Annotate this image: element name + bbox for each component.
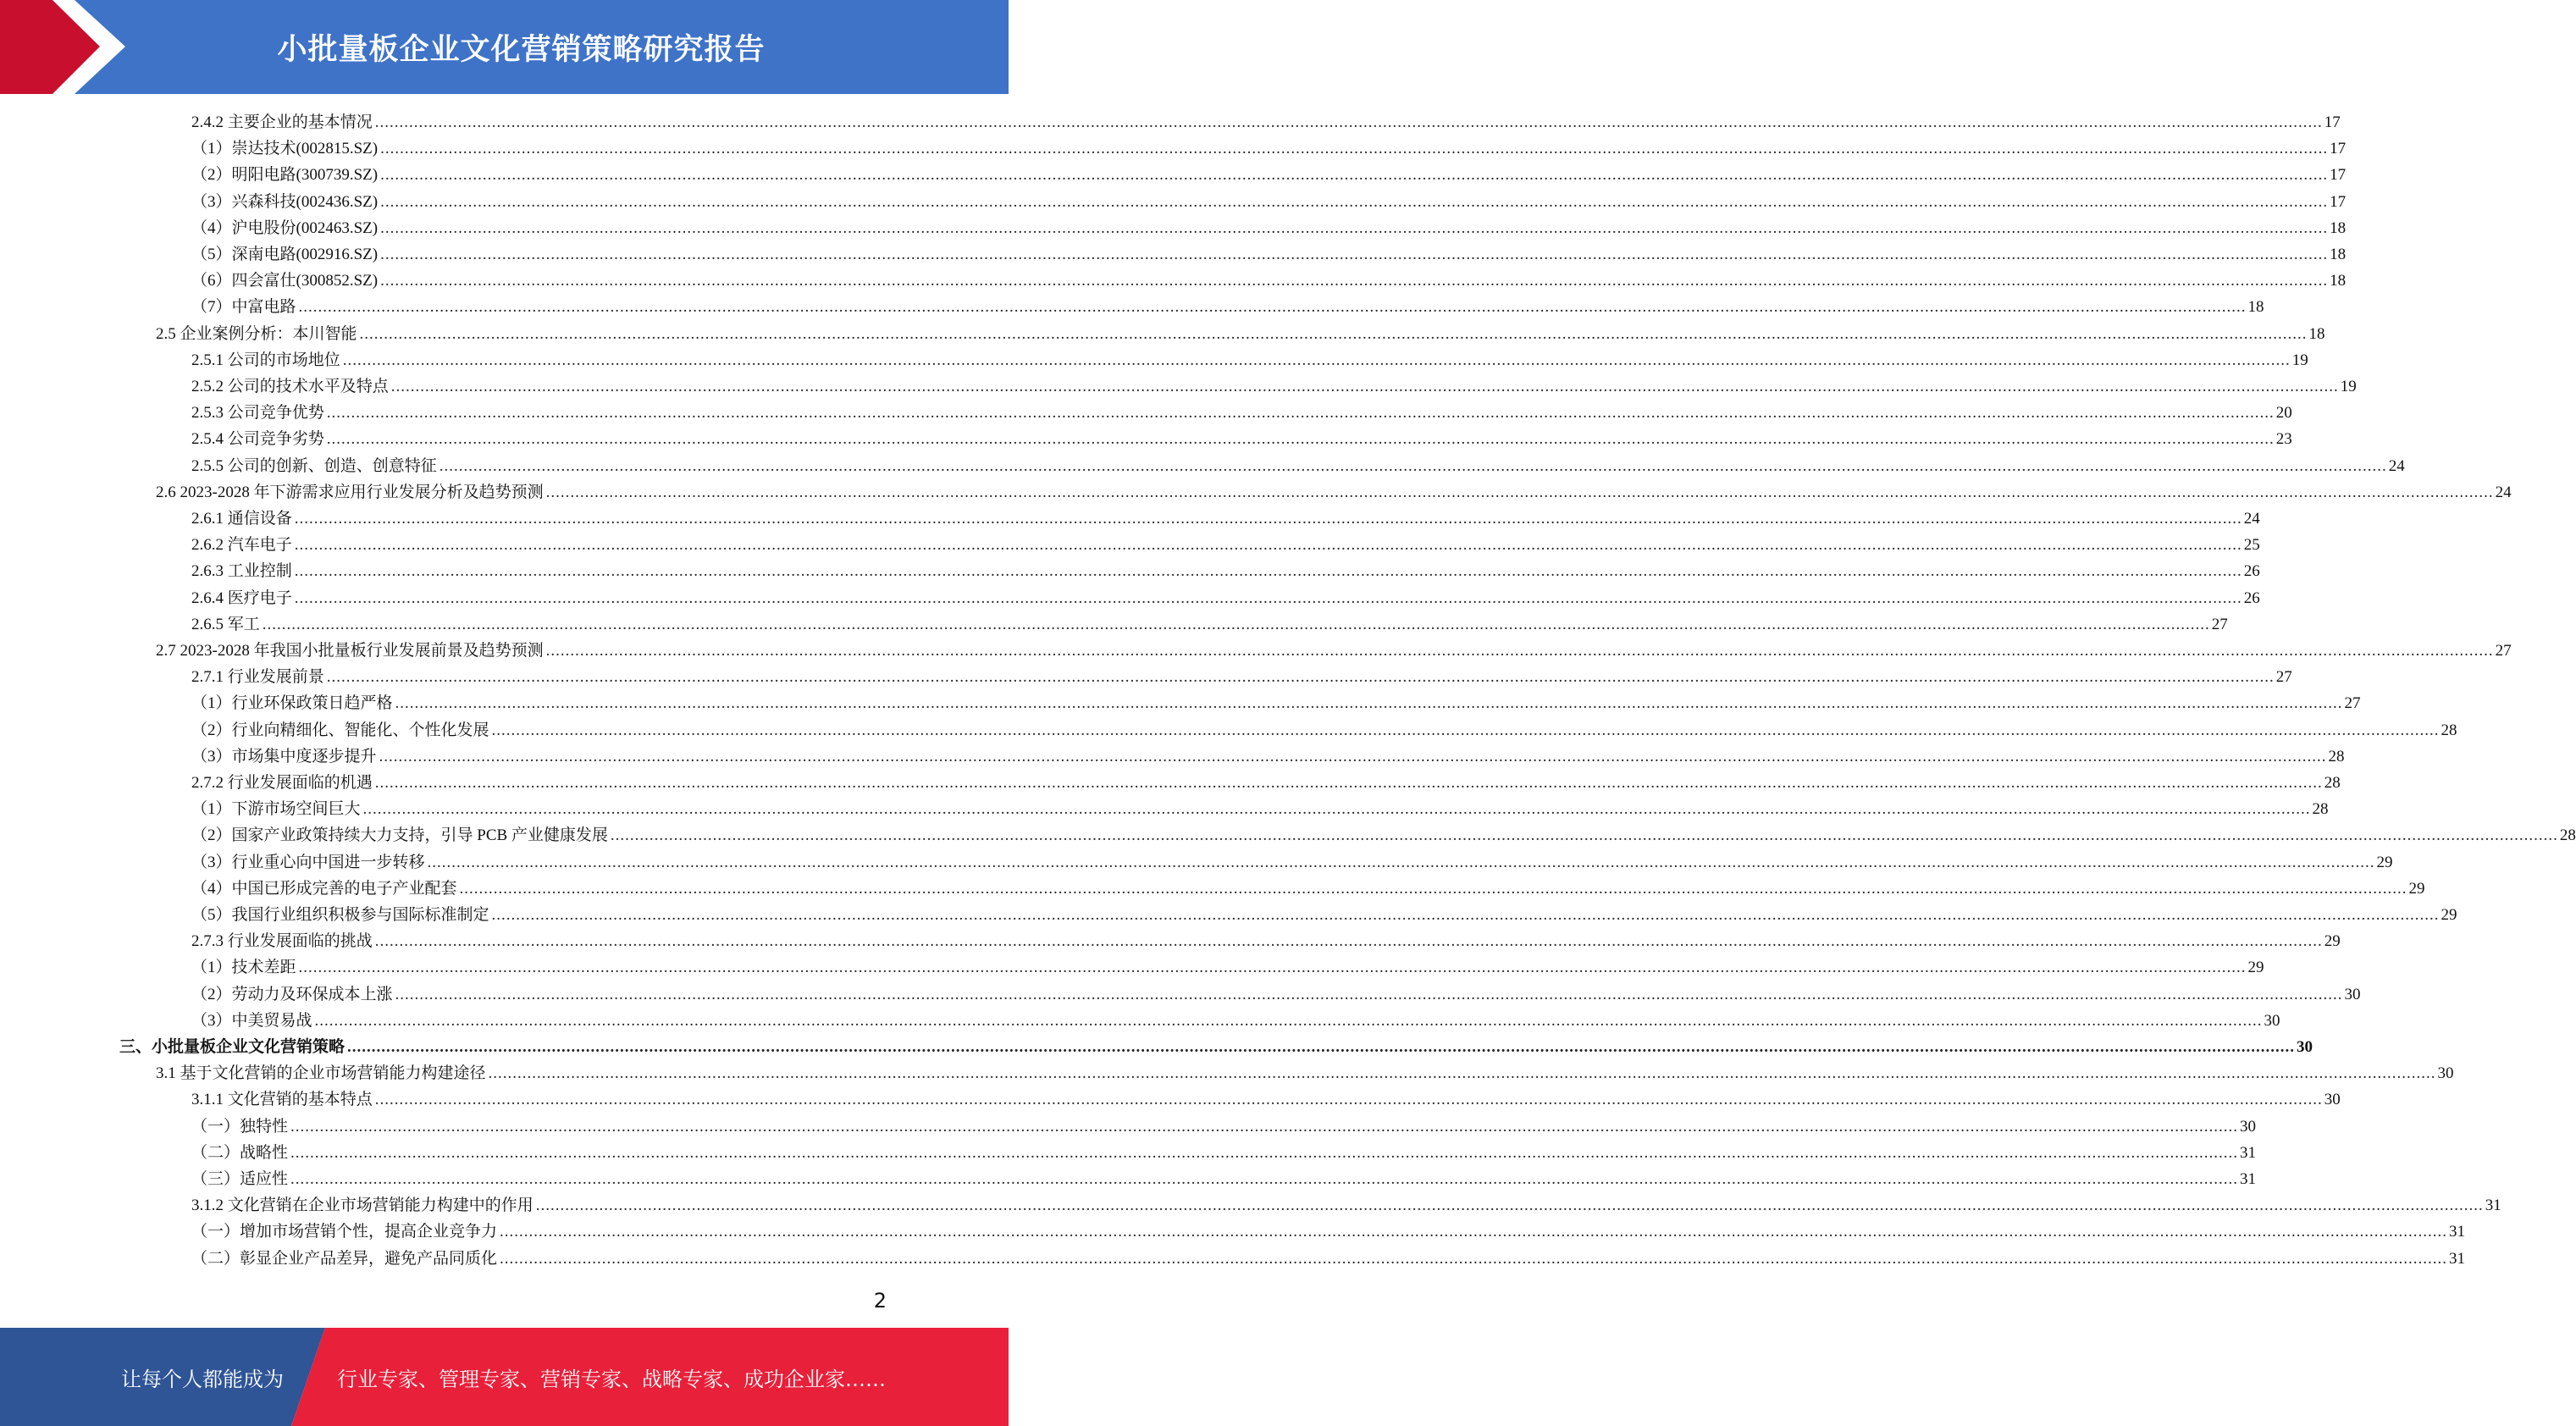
toc-entry-page: 28 [2312, 800, 2329, 819]
toc-entry-label: （1）技术差距 [191, 959, 296, 977]
toc-entry-label: 2.5.2 公司的技术水平及特点 [191, 378, 389, 395]
toc-entry[interactable] [0, 372, 2357, 398]
toc-leader-dots: ................................................................................................................................................................................................................................................................................................................................................................................................................ [262, 615, 2210, 633]
toc-entry-page: 30 [2297, 1038, 2313, 1056]
toc-leader-dots: ................................................................................................................................................................................................................................................................................................................................................................................................................ [380, 140, 2329, 158]
toc-entry-page: 31 [2240, 1170, 2257, 1188]
toc-entry-page: 17 [2330, 140, 2347, 158]
toc-entry[interactable] [0, 160, 2347, 186]
toc-entry-page: 18 [2330, 218, 2347, 237]
toc-entry-page: 17 [2330, 166, 2347, 185]
toc-leader-dots: ................................................................................................................................................................................................................................................................................................................................................................................................................ [379, 747, 2327, 766]
toc-entry-page: 18 [2330, 246, 2347, 263]
toc-entry-label: 2.7.2 行业发展面临的机遇 [191, 774, 373, 792]
toc-entry[interactable] [0, 530, 2260, 556]
toc-entry[interactable] [0, 292, 2264, 318]
toc-entry-label: 3.1.1 文化营销的基本特点 [191, 1091, 373, 1109]
toc-leader-dots: ................................................................................................................................................................................................................................................................................................................................................................................................................ [395, 694, 2343, 713]
toc-leader-dots: ................................................................................................................................................................................................................................................................................................................................................................................................................ [439, 456, 2387, 475]
toc-entry-page: 30 [2344, 985, 2361, 1003]
toc-entry-page: 24 [2243, 510, 2260, 528]
toc-entry[interactable] [0, 319, 2325, 345]
toc-entry-label: 3.1 基于文化营销的企业市场营销能力构建途径 [156, 1064, 486, 1083]
footer-slogan-right: 行业专家、管理专家、营销专家、战略专家、成功企业家…… [337, 1367, 886, 1391]
toc-entry-label: （3）市场集中度逐步提升 [191, 747, 377, 766]
toc-leader-dots: ................................................................................................................................................................................................................................................................................................................................................................................................................ [342, 351, 2291, 369]
toc-entry-label: （三）适应性 [191, 1170, 289, 1188]
toc-entry[interactable] [0, 688, 2361, 715]
toc-entry-label: 2.5 企业案例分析：本川智能 [156, 324, 357, 343]
toc-entry-page: 24 [2495, 483, 2512, 501]
toc-leader-dots: ................................................................................................................................................................................................................................................................................................................................................................................................................ [380, 272, 2329, 290]
toc-entry-page: 23 [2275, 430, 2292, 449]
toc-entry[interactable] [0, 1032, 2313, 1058]
toc-entry-page: 18 [2308, 324, 2325, 343]
toc-entry-label: （2）明阳电路(300739.SZ) [191, 166, 379, 185]
toc-entry-page: 29 [2324, 932, 2341, 951]
toc-entry[interactable] [0, 794, 2329, 821]
toc-leader-dots: ................................................................................................................................................................................................................................................................................................................................................................................................................ [427, 853, 2375, 871]
toc-entry-page: 20 [2275, 404, 2292, 423]
toc-entry-label: 2.6 2023-2028 年下游需求应用行业发展分析及趋势预测 [156, 483, 544, 501]
toc-entry[interactable] [0, 187, 2347, 213]
toc-entry-label: （一）增加市场营销个性，提高企业竞争力 [191, 1223, 498, 1241]
toc-entry-label: 2.5.3 公司竞争优势 [191, 404, 324, 423]
toc-entry[interactable] [0, 1085, 2341, 1111]
toc-entry-label: 2.6.3 工业控制 [191, 562, 292, 581]
toc-entry-page: 30 [2240, 1117, 2257, 1136]
toc-entry-label: （5）我国行业组织积极参与国际标准制定 [191, 906, 489, 924]
toc-leader-dots: ................................................................................................................................................................................................................................................................................................................................................................................................................ [395, 985, 2343, 1003]
toc-leader-dots: ................................................................................................................................................................................................................................................................................................................................................................................................................ [380, 192, 2329, 211]
toc-entry[interactable] [0, 662, 2292, 688]
toc-entry[interactable] [0, 768, 2341, 794]
toc-entry-label: （1）行业环保政策日趋严格 [191, 694, 393, 713]
toc-entry[interactable] [0, 821, 2576, 847]
toc-entry-label: （4）中国已形成完善的电子产业配套 [191, 879, 457, 898]
toc-entry-page: 30 [2324, 1091, 2341, 1109]
toc-leader-dots: ................................................................................................................................................................................................................................................................................................................................................................................................................ [290, 1143, 2239, 1162]
toc-leader-dots: ................................................................................................................................................................................................................................................................................................................................................................................................................ [390, 378, 2339, 395]
page-footer [0, 1328, 1009, 1426]
toc-entry[interactable] [0, 556, 2260, 583]
toc-entry[interactable] [0, 610, 2228, 636]
toc-entry-label: （2）劳动力及环保成本上涨 [191, 985, 393, 1003]
toc-entry[interactable] [0, 1217, 2466, 1243]
toc-entry-label: 2.5.4 公司竞争劣势 [191, 430, 324, 449]
toc-entry[interactable] [0, 583, 2260, 610]
toc-entry-label: （1）崇达技术(002815.SZ) [191, 140, 379, 158]
toc-entry-label: （2）国家产业政策持续大力支持，引导 PCB 产业健康发展 [191, 826, 608, 845]
toc-leader-dots: ................................................................................................................................................................................................................................................................................................................................................................................................................ [294, 562, 2242, 581]
page-header [0, 0, 1009, 94]
toc-entry[interactable] [0, 848, 2393, 874]
toc-entry-label: （3）兴森科技(002436.SZ) [191, 192, 379, 211]
toc-entry[interactable] [0, 1164, 2257, 1191]
toc-leader-dots: ................................................................................................................................................................................................................................................................................................................................................................................................................ [488, 1064, 2436, 1083]
toc-entry-page: 31 [2485, 1197, 2501, 1215]
toc-entry-label: 3.1.2 文化营销在企业市场营销能力构建中的作用 [191, 1197, 533, 1215]
toc-entry-page: 27 [2275, 668, 2292, 687]
toc-entry-page: 17 [2324, 113, 2341, 131]
toc-entry-page: 29 [2247, 959, 2264, 977]
toc-leader-dots: ................................................................................................................................................................................................................................................................................................................................................................................................................ [491, 721, 2440, 739]
toc-entry-label: （2）行业向精细化、智能化、个性化发展 [191, 721, 489, 739]
toc-entry-label: （二）战略性 [191, 1143, 289, 1162]
toc-leader-dots: ................................................................................................................................................................................................................................................................................................................................................................................................................ [314, 1011, 2263, 1030]
toc-entry[interactable] [0, 716, 2457, 742]
toc-leader-dots: ................................................................................................................................................................................................................................................................................................................................................................................................................ [362, 800, 2311, 819]
toc-leader-dots: ................................................................................................................................................................................................................................................................................................................................................................................................................ [326, 404, 2275, 423]
toc-entry-label: 2.7 2023-2028 年我国小批量板行业发展前景及趋势预测 [156, 642, 544, 660]
toc-entry[interactable] [0, 742, 2345, 768]
toc-entry[interactable] [0, 1058, 2454, 1085]
toc-entry[interactable] [0, 1006, 2280, 1032]
toc-leader-dots: ................................................................................................................................................................................................................................................................................................................................................................................................................ [610, 826, 2558, 845]
toc-entry-page: 28 [2559, 826, 2576, 845]
toc-leader-dots: ................................................................................................................................................................................................................................................................................................................................................................................................................ [298, 959, 2247, 977]
toc-entry-page: 25 [2243, 536, 2260, 555]
toc-leader-dots: ................................................................................................................................................................................................................................................................................................................................................................................................................ [374, 774, 2323, 792]
toc-leader-dots: ................................................................................................................................................................................................................................................................................................................................................................................................................ [545, 483, 2494, 501]
toc-entry[interactable] [0, 478, 2512, 504]
toc-entry-page: 31 [2449, 1223, 2466, 1241]
toc-entry[interactable] [0, 1112, 2257, 1138]
toc-entry-page: 17 [2330, 192, 2347, 211]
toc-entry[interactable] [0, 424, 2292, 450]
toc-leader-dots: ................................................................................................................................................................................................................................................................................................................................................................................................................ [374, 113, 2323, 131]
toc-entry-page: 19 [2340, 378, 2357, 395]
toc-leader-dots: ................................................................................................................................................................................................................................................................................................................................................................................................................ [298, 298, 2247, 317]
page-number: 2 [873, 1289, 887, 1313]
toc-leader-dots: ................................................................................................................................................................................................................................................................................................................................................................................................................ [380, 166, 2329, 185]
toc-entry[interactable] [0, 1138, 2257, 1164]
footer-slogan-left: 让每个人都能成为 [121, 1367, 284, 1391]
toc-entry[interactable] [0, 504, 2260, 530]
toc-leader-dots: ................................................................................................................................................................................................................................................................................................................................................................................................................ [491, 906, 2440, 924]
toc-entry-page: 26 [2243, 589, 2260, 607]
toc-entry-page: 27 [2344, 694, 2361, 713]
toc-leader-dots: ................................................................................................................................................................................................................................................................................................................................................................................................................ [347, 1038, 2296, 1056]
toc-entry-label: 三、小批量板企业文化营销策略 [119, 1038, 345, 1056]
toc-entry-page: 26 [2243, 562, 2260, 581]
toc-leader-dots: ................................................................................................................................................................................................................................................................................................................................................................................................................ [326, 668, 2275, 687]
toc-leader-dots: ................................................................................................................................................................................................................................................................................................................................................................................................................ [459, 879, 2407, 898]
toc-entry-label: （5）深南电路(002916.SZ) [191, 246, 379, 263]
toc-entry[interactable] [0, 953, 2264, 979]
document-title: 小批量板企业文化营销策略研究报告 [277, 32, 766, 67]
toc-leader-dots: ................................................................................................................................................................................................................................................................................................................................................................................................................ [374, 1091, 2323, 1109]
toc-entry-label: （3）行业重心向中国进一步转移 [191, 853, 425, 871]
toc-entry[interactable] [0, 345, 2308, 372]
toc-leader-dots: ................................................................................................................................................................................................................................................................................................................................................................................................................ [500, 1223, 2448, 1241]
toc-entry[interactable] [0, 1244, 2466, 1270]
toc-entry[interactable] [0, 926, 2341, 953]
toc-leader-dots: ................................................................................................................................................................................................................................................................................................................................................................................................................ [294, 536, 2242, 555]
toc-entry[interactable] [0, 1191, 2501, 1217]
toc-entry-label: （1）下游市场空间巨大 [191, 800, 361, 819]
toc-entry[interactable] [0, 980, 2361, 1006]
toc-entry[interactable] [0, 108, 2341, 134]
toc-entry-label: （3）中美贸易战 [191, 1011, 312, 1030]
toc-entry-label: （7）中富电路 [191, 298, 296, 317]
toc-leader-dots: ................................................................................................................................................................................................................................................................................................................................................................................................................ [294, 589, 2242, 607]
toc-entry[interactable] [0, 240, 2347, 266]
toc-entry-page: 27 [2211, 615, 2228, 633]
toc-entry[interactable] [0, 213, 2347, 240]
toc-entry[interactable] [0, 900, 2457, 926]
toc-entry-page: 31 [2449, 1249, 2466, 1268]
toc-entry-label: 2.6.5 军工 [191, 615, 260, 633]
toc-entry[interactable] [0, 398, 2292, 424]
toc-entry-label: 2.6.4 医疗电子 [191, 589, 292, 607]
toc-entry-label: 2.7.1 行业发展前景 [191, 668, 324, 687]
toc-leader-dots: ................................................................................................................................................................................................................................................................................................................................................................................................................ [380, 218, 2329, 237]
toc-entry-page: 28 [2328, 747, 2345, 766]
toc-leader-dots: ................................................................................................................................................................................................................................................................................................................................................................................................................ [500, 1249, 2448, 1268]
toc-entry-label: 2.6.2 汽车电子 [191, 536, 292, 555]
toc-entry[interactable] [0, 636, 2512, 662]
toc-entry-page: 29 [2408, 879, 2425, 898]
toc-entry-page: 28 [2441, 721, 2457, 739]
toc-entry-page: 18 [2247, 298, 2264, 317]
toc-entry-page: 29 [2376, 853, 2393, 871]
toc-entry-label: （4）沪电股份(002463.SZ) [191, 218, 379, 237]
toc-entry-label: （6）四会富仕(300852.SZ) [191, 272, 379, 290]
toc-leader-dots: ................................................................................................................................................................................................................................................................................................................................................................................................................ [294, 510, 2242, 528]
toc-entry-label: 2.5.5 公司的创新、创造、创意特征 [191, 456, 437, 475]
toc-entry[interactable] [0, 451, 2405, 478]
toc-entry-page: 19 [2291, 351, 2308, 369]
toc-leader-dots: ................................................................................................................................................................................................................................................................................................................................................................................................................ [359, 324, 2308, 343]
toc-entry-label: （二）彰显企业产品差异，避免产品同质化 [191, 1249, 498, 1268]
toc-entry[interactable] [0, 874, 2425, 900]
toc-entry-page: 29 [2441, 906, 2457, 924]
toc-entry-label: 2.4.2 主要企业的基本情况 [191, 113, 373, 131]
toc-leader-dots: ................................................................................................................................................................................................................................................................................................................................................................................................................ [535, 1197, 2484, 1215]
toc-entry-label: （一）独特性 [191, 1117, 289, 1136]
toc-leader-dots: ................................................................................................................................................................................................................................................................................................................................................................................................................ [380, 246, 2329, 263]
toc-entry-page: 31 [2240, 1143, 2257, 1162]
toc-entry-label: 2.6.1 通信设备 [191, 510, 292, 528]
toc-entry-label: 2.5.1 公司的市场地位 [191, 351, 340, 369]
toc-entry-page: 30 [2264, 1011, 2280, 1030]
toc-leader-dots: ................................................................................................................................................................................................................................................................................................................................................................................................................ [290, 1170, 2239, 1188]
toc-leader-dots: ................................................................................................................................................................................................................................................................................................................................................................................................................ [545, 642, 2494, 660]
toc-leader-dots: ................................................................................................................................................................................................................................................................................................................................................................................................................ [290, 1117, 2239, 1136]
toc-entry-page: 24 [2388, 456, 2405, 475]
toc-entry-label: 2.7.3 行业发展面临的挑战 [191, 932, 373, 951]
toc-entry[interactable] [0, 266, 2347, 292]
toc-entry-page: 27 [2495, 642, 2512, 660]
toc-entry-page: 30 [2437, 1064, 2454, 1083]
toc-entry-page: 18 [2330, 272, 2347, 290]
toc-leader-dots: ................................................................................................................................................................................................................................................................................................................................................................................................................ [374, 932, 2323, 951]
toc-leader-dots: ................................................................................................................................................................................................................................................................................................................................................................................................................ [326, 430, 2275, 449]
toc-entry-page: 28 [2324, 774, 2341, 792]
toc-entry[interactable] [0, 134, 2347, 160]
